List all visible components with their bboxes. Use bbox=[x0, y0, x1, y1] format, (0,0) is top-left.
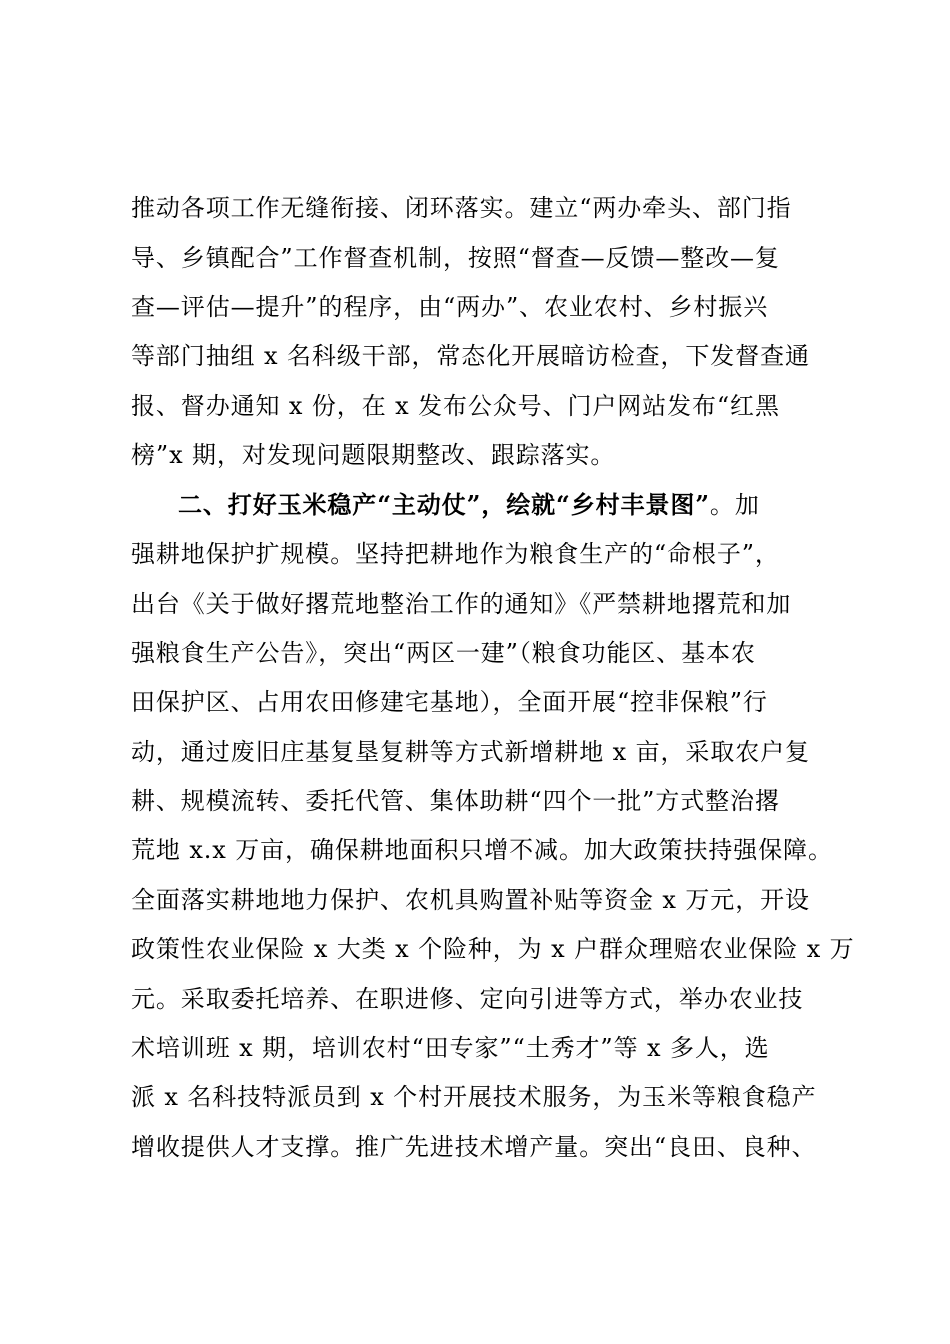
text-line: 政策性农业保险 x 大类 x 个险种，为 x 户群众理赔农业保险 x 万 bbox=[131, 935, 855, 963]
text-line: 推动各项工作无缝衔接、闭环落实。建立“两办牵头、部门指 bbox=[131, 194, 792, 222]
text-line: 等部门抽组 x 名科级干部，常态化开展暗访检查，下发督查通 bbox=[131, 342, 810, 370]
text-line: 动，通过废旧庄基复垦复耕等方式新增耕地 x 亩，采取农户复 bbox=[131, 738, 810, 766]
text-line: 增收提供人才支撑。推广先进技术增产量。突出“良田、良种、 bbox=[131, 1133, 817, 1161]
text-line: 出台《关于做好撂荒地整治工作的通知》《严禁耕地撂荒和加 bbox=[131, 590, 792, 618]
text-line: 查—评估—提升”的程序，由“两办”、农业农村、乡村振兴 bbox=[131, 293, 769, 321]
text-line: 荒地 x.x 万亩，确保耕地面积只增不减。加大政策扶持强保障。 bbox=[131, 836, 833, 864]
text-line: 导、乡镇配合”工作督查机制，按照“督查—反馈—整改—复 bbox=[131, 244, 780, 272]
text-line: 报、督办通知 x 份，在 x 发布公众号、门户网站发布“红黑 bbox=[131, 392, 780, 420]
text-line: 耕、规模流转、委托代管、集体助耕“四个一批”方式整治撂 bbox=[131, 787, 780, 815]
section-heading: 二、打好玉米稳产“主动仗”，绘就“乡村丰景图” bbox=[178, 490, 710, 519]
section-heading-tail: 。加 bbox=[709, 491, 760, 519]
text-line: 全面落实耕地地力保护、农机具购置补贴等资金 x 万元，开设 bbox=[131, 886, 810, 914]
text-line: 田保护区、占用农田修建宅基地），全面开展“控非保粮”行 bbox=[131, 688, 768, 716]
text-line: 强粮食生产公告》，突出“两区一建”（粮食功能区、基本农 bbox=[131, 639, 756, 667]
text-line: 派 x 名科技特派员到 x 个村开展技术服务，为玉米等粮食稳产 bbox=[131, 1083, 817, 1111]
text-line: 元。采取委托培养、在职进修、定向引进等方式，举办农业技 bbox=[131, 985, 804, 1013]
text-line: 榜”x 期，对发现问题限期整改、跟踪落实。 bbox=[131, 441, 616, 469]
section-heading-line bbox=[178, 485, 760, 525]
text-line: 强耕地保护扩规模。坚持把耕地作为粮食生产的“命根子”， bbox=[131, 540, 780, 568]
text-line: 术培训班 x 期，培训农村“田专家”“土秀才”等 x 多人，选 bbox=[131, 1034, 770, 1062]
